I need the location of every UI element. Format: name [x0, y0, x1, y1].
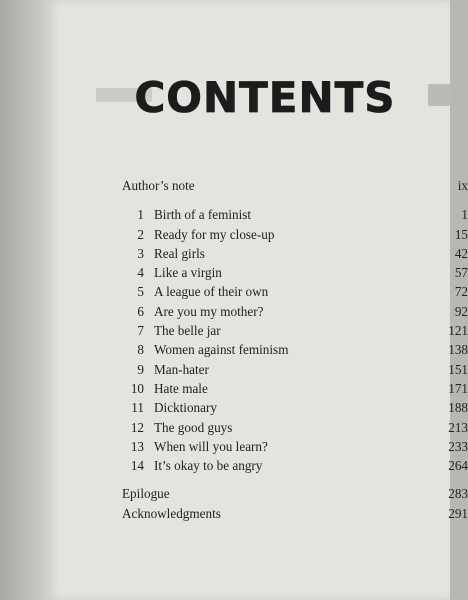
chapter-title: Women against feminism [154, 342, 289, 358]
chapter-number: 11 [131, 400, 144, 416]
chapter-number: 6 [137, 303, 144, 319]
chapter-number: 8 [137, 342, 144, 358]
toc-entry-page: 291 [448, 505, 468, 521]
toc-chapter-row [122, 379, 468, 398]
chapter-title: Hate male [154, 380, 208, 396]
chapter-page: 121 [448, 323, 468, 339]
toc-chapter-row [122, 456, 468, 475]
chapter-number: 2 [137, 226, 144, 242]
chapter-title: Dicktionary [154, 400, 217, 416]
chapter-page: 92 [454, 303, 468, 319]
table-of-contents [122, 176, 468, 523]
chapter-page: 1 [461, 207, 468, 223]
toc-entry-authors-note [122, 176, 468, 195]
chapter-number: 10 [130, 380, 144, 396]
toc-entry-acknowledgments [122, 504, 468, 523]
chapter-title: Are you my mother? [154, 303, 264, 319]
chapter-title: Man-hater [154, 361, 209, 377]
chapter-number: 3 [137, 245, 144, 261]
book-page [46, 0, 468, 600]
toc-chapter-row [122, 437, 468, 456]
chapter-page: 15 [454, 226, 468, 242]
chapter-title: A league of their own [154, 284, 269, 300]
chapter-page: 171 [448, 380, 468, 396]
toc-entry-title: Acknowledgments [122, 505, 221, 521]
toc-chapter-row [122, 205, 468, 224]
chapter-number: 4 [137, 265, 144, 281]
chapter-title: Like a virgin [154, 265, 222, 281]
chapter-number: 9 [137, 361, 144, 377]
chapter-title: It’s okay to be angry [154, 458, 263, 474]
toc-chapter-row [122, 244, 468, 263]
chapter-page: 233 [448, 438, 468, 454]
toc-chapter-row [122, 263, 468, 282]
toc-chapter-row [122, 282, 468, 301]
toc-chapter-row [122, 302, 468, 321]
toc-entry-epilogue [122, 484, 468, 503]
book-gutter [0, 0, 46, 600]
chapter-title: The belle jar [154, 323, 221, 339]
page-title: CONTENTS [134, 73, 396, 122]
chapter-number: 12 [130, 419, 144, 435]
toc-entry-title: Author’s note [122, 178, 195, 193]
toc-chapter-row [122, 418, 468, 437]
chapter-title: Birth of a feminist [154, 207, 252, 223]
toc-chapter-row [122, 321, 468, 340]
chapter-title: Ready for my close-up [154, 226, 275, 242]
toc-chapter-row [122, 398, 468, 417]
chapter-page: 213 [448, 419, 468, 435]
chapter-number: 7 [137, 323, 144, 339]
chapter-page: 57 [454, 265, 468, 281]
chapter-page: 42 [454, 245, 468, 261]
chapter-number: 1 [137, 207, 144, 223]
chapter-page: 72 [454, 284, 468, 300]
chapter-number: 14 [130, 458, 144, 474]
toc-entry-title: Epilogue [122, 486, 170, 502]
chapter-page: 264 [448, 458, 468, 474]
chapter-title: Real girls [154, 245, 205, 261]
chapter-number: 13 [130, 438, 144, 454]
toc-chapter-row [122, 360, 468, 379]
toc-entry-page: 283 [448, 486, 468, 502]
chapter-page: 138 [448, 342, 468, 358]
toc-entry-page: ix [457, 178, 468, 193]
chapter-page: 151 [448, 361, 468, 377]
chapter-page: 188 [448, 400, 468, 416]
toc-chapter-row [122, 225, 468, 244]
toc-chapter-row [122, 340, 468, 359]
chapter-number: 5 [137, 284, 144, 300]
chapter-title: When will you learn? [154, 438, 268, 454]
chapter-title: The good guys [154, 419, 233, 435]
